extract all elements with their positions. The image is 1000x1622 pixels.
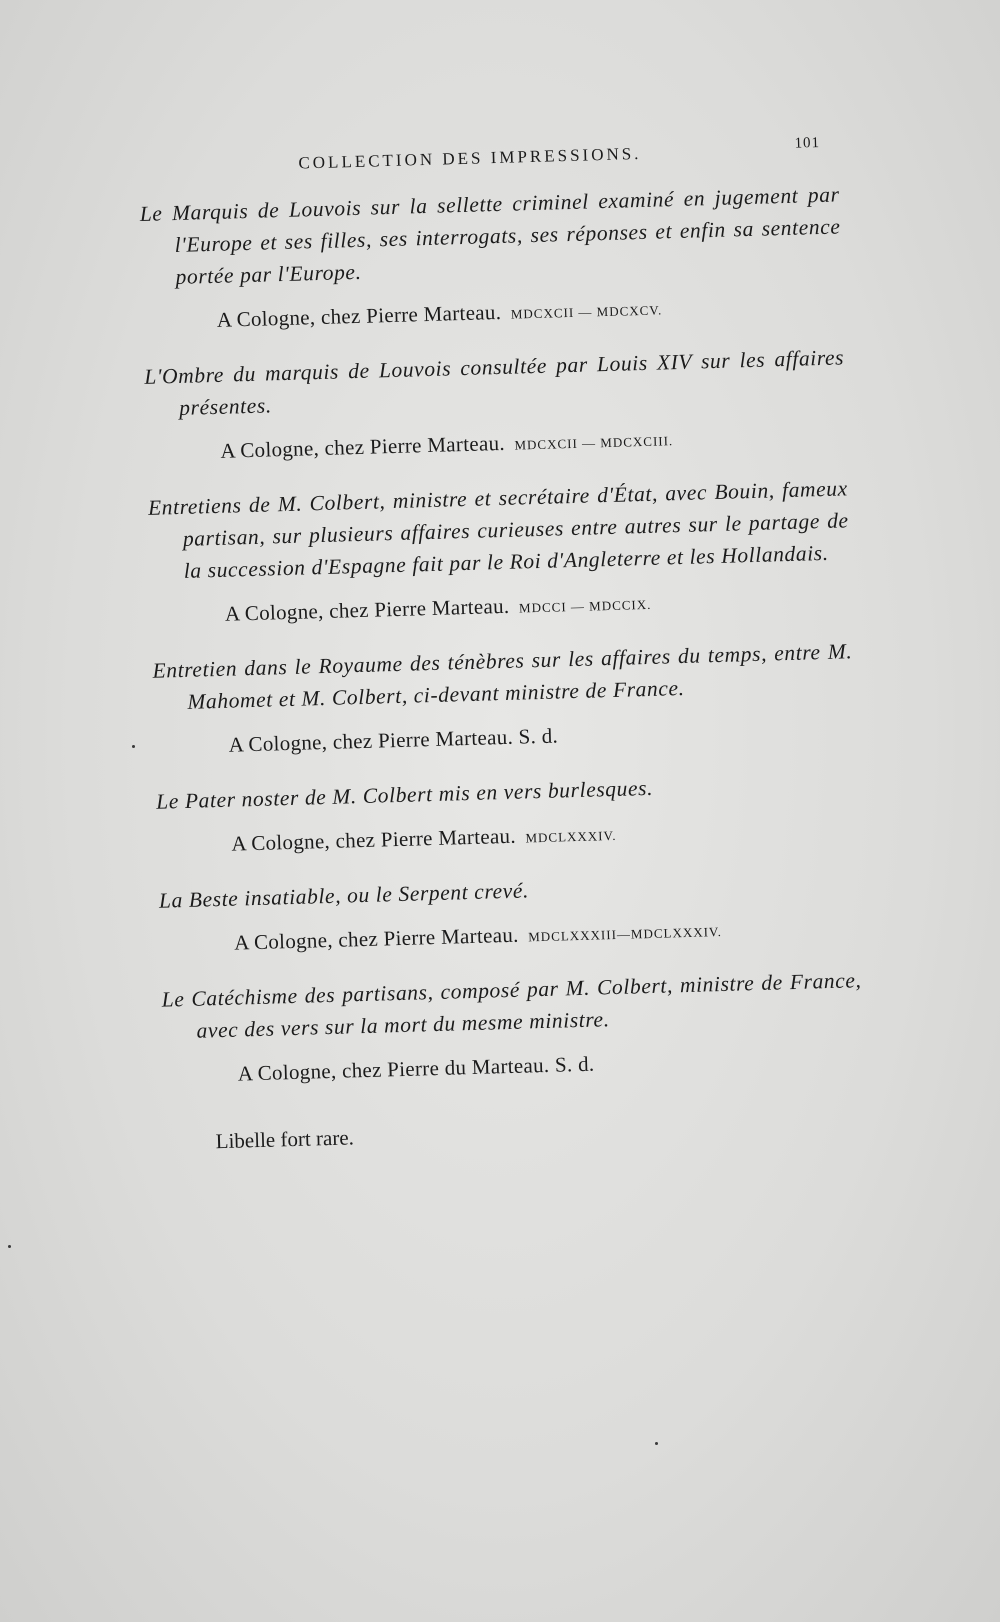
imprint-date: MDCXCII — MDCXCIII. [514,433,674,453]
imprint-place: A Cologne, chez Pierre Marteau. [220,430,506,463]
entry-title: Le Pater noster de M. Colbert mis en vers burlesques. [155,775,654,814]
bibliography-entry [139,178,843,340]
ink-speck [132,745,135,748]
bibliography-entry [159,865,861,964]
entry-imprint [163,1040,864,1095]
imprint-place: A Cologne, chez Pierre Marteau. [233,922,519,955]
bibliography-entry [144,341,847,472]
entry-title: Le Catéchisme des partisans, composé par M. Colbert, ministre de France, avec des vers sur la mort du mesme ministre. [161,968,862,1043]
entry-imprint [157,810,858,865]
imprint-place: A Cologne, chez Pierre Marteau. [231,823,517,856]
rarity-note: Libelle fort rare. [215,1125,355,1154]
entry-imprint [142,286,843,341]
entry-title: Entretien dans le Royaume des ténèbres sur les affaires du temps, entre M. Mahomet et M. Colbert, ci-devant ministre de France. [152,639,853,714]
entry-title: Le Marquis de Louvois sur la sellette criminel examiné en jugement par l'Europe et ses filles, ses interrogats, ses réponses et enfin sa sentence portée par l'Europe. [139,182,841,289]
entry-imprint [160,909,861,964]
running-head-title: COLLECTION DES IMPRESSIONS. [298,143,642,173]
entry-imprint [146,417,847,472]
entry-title: Entretiens de M. Colbert, ministre et secrétaire d'État, avec Bouin, fameux partisan, sur plusieurs affaires curieuses entre autres sur le partage de la succession d'Espagne fait par le Roi d'Angleterre et les Hollandais. [147,476,849,583]
imprint-date: MDCCI — MDCCIX. [518,596,652,616]
imprint-date: MDCLXXXIV. [525,827,617,846]
imprint-place: A Cologne, chez Pierre Marteau. [224,593,510,626]
ink-speck [655,1442,658,1445]
entry-title: La Beste insatiable, ou le Serpent crevé. [158,878,530,913]
bibliography-entry [161,964,864,1095]
imprint-date: MDCXCII — MDCXCV. [510,302,663,322]
imprint-place: A Cologne, chez Pierre Marteau. [216,299,502,332]
entry-imprint [151,580,852,635]
imprint-place: A Cologne, chez Pierre Marteau. S. d. [228,723,559,757]
imprint-place: A Cologne, chez Pierre du Marteau. S. d. [237,1051,595,1086]
entry-imprint [154,711,855,766]
page-number: 101 [794,134,821,152]
ink-speck [8,1245,11,1248]
bibliography-entry [148,472,852,634]
bibliography-entry [152,635,855,766]
imprint-date: MDCLXXXIII—MDCLXXXIV. [528,924,723,945]
page-content [138,130,866,1158]
bibliography-entry [156,766,858,865]
entry-title: L'Ombre du marquis de Louvois consultée par Louis XIV sur les affaires présentes. [144,345,845,420]
